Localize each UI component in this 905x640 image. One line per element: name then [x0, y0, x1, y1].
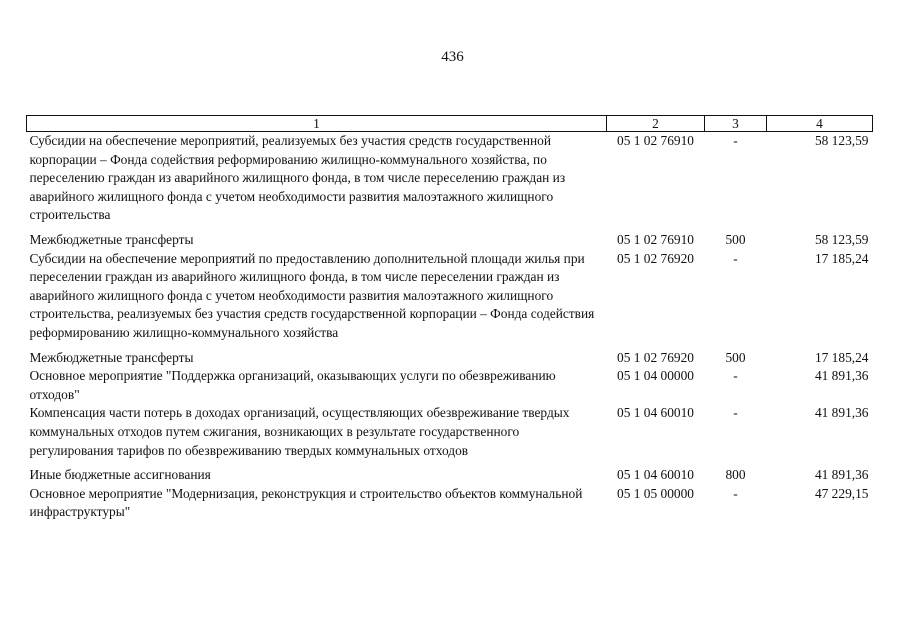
table-header [27, 116, 873, 132]
row-code: 05 1 02 76920 [617, 349, 694, 365]
row-type: - [733, 250, 738, 266]
row-type: 500 [725, 231, 746, 247]
row-code: 05 1 05 00000 [617, 485, 694, 501]
row-type: 800 [725, 467, 746, 483]
row-name: Основное мероприятие "Модернизация, реконструкция и строительство объектов коммунальной инфраструктуры" [29, 485, 583, 520]
row-code: 05 1 02 76920 [617, 250, 694, 266]
row-name: Основное мероприятие "Поддержка организаций, оказывающих услуги по обезвреживанию отходов" [29, 368, 556, 402]
row-amount: 41 891,36 [814, 368, 869, 384]
row-name: Межбюджетные трансферты [29, 231, 194, 247]
table-row [27, 485, 873, 522]
row-amount: 17 185,24 [814, 250, 869, 266]
row-name: Иные бюджетные ассигнования [29, 467, 211, 483]
row-code: 05 1 02 76910 [617, 133, 694, 148]
table-row [27, 250, 873, 349]
row-amount: 41 891,36 [814, 405, 869, 421]
column-header-3: 3 [705, 116, 767, 132]
row-type: - [733, 485, 738, 501]
page-number: 436 [441, 49, 464, 65]
row-name: Компенсация части потерь в доходах организаций, осуществляющих обезвреживание твердых коммунальных отходов путем сжигания, возникающих в результате государственного регулирования тарифов по обезвреживанию твердых коммунальных отходов [29, 405, 570, 458]
row-amount: 47 229,15 [814, 485, 869, 501]
column-header-4: 4 [767, 116, 873, 132]
row-type: - [733, 368, 738, 384]
row-name: Межбюджетные трансферты [29, 349, 194, 365]
budget-table [26, 115, 873, 522]
column-header-1: 1 [27, 116, 607, 132]
row-code: 05 1 04 60010 [617, 405, 694, 421]
table-row [27, 231, 873, 250]
table-row [27, 367, 873, 404]
table-header-row [27, 116, 873, 132]
row-name: Субсидии на обеспечение мероприятий, реализуемых без участия средств государственной корпорации – Фонда содействия реформированию жилищно-коммунального хозяйства, по переселению граждан из аварийного жилищного фонда, в том числе переселению граждан из аварийного жилищного фонда с учетом необходимости развития малоэтажного жилищного строительства [29, 133, 566, 223]
row-amount: 58 123,59 [814, 133, 869, 148]
row-name: Субсидии на обеспечение мероприятий по предоставлению дополнительной площади жилья при переселении граждан из аварийного жилищного фонда, в том числе переселении граждан из аварийного жилищного фонда с учетом необходимости развития малоэтажного жилищного строительства, реализуемых без участия средств государственной корпорации – Фонда содействия реформированию жилищно-коммунального хозяйства [29, 250, 595, 340]
table-row [27, 132, 873, 231]
row-amount: 58 123,59 [814, 231, 869, 247]
row-type: - [733, 133, 738, 148]
row-code: 05 1 04 60010 [617, 467, 694, 483]
row-code: 05 1 04 00000 [617, 368, 694, 384]
column-header-2: 2 [607, 116, 705, 132]
row-type: - [733, 405, 738, 421]
row-type: 500 [725, 349, 746, 365]
row-code: 05 1 02 76910 [617, 231, 694, 247]
table-row [27, 349, 873, 368]
table-row [27, 404, 873, 466]
table-body [27, 132, 873, 522]
row-amount: 17 185,24 [814, 349, 869, 365]
table-row [27, 466, 873, 485]
row-amount: 41 891,36 [814, 467, 869, 483]
